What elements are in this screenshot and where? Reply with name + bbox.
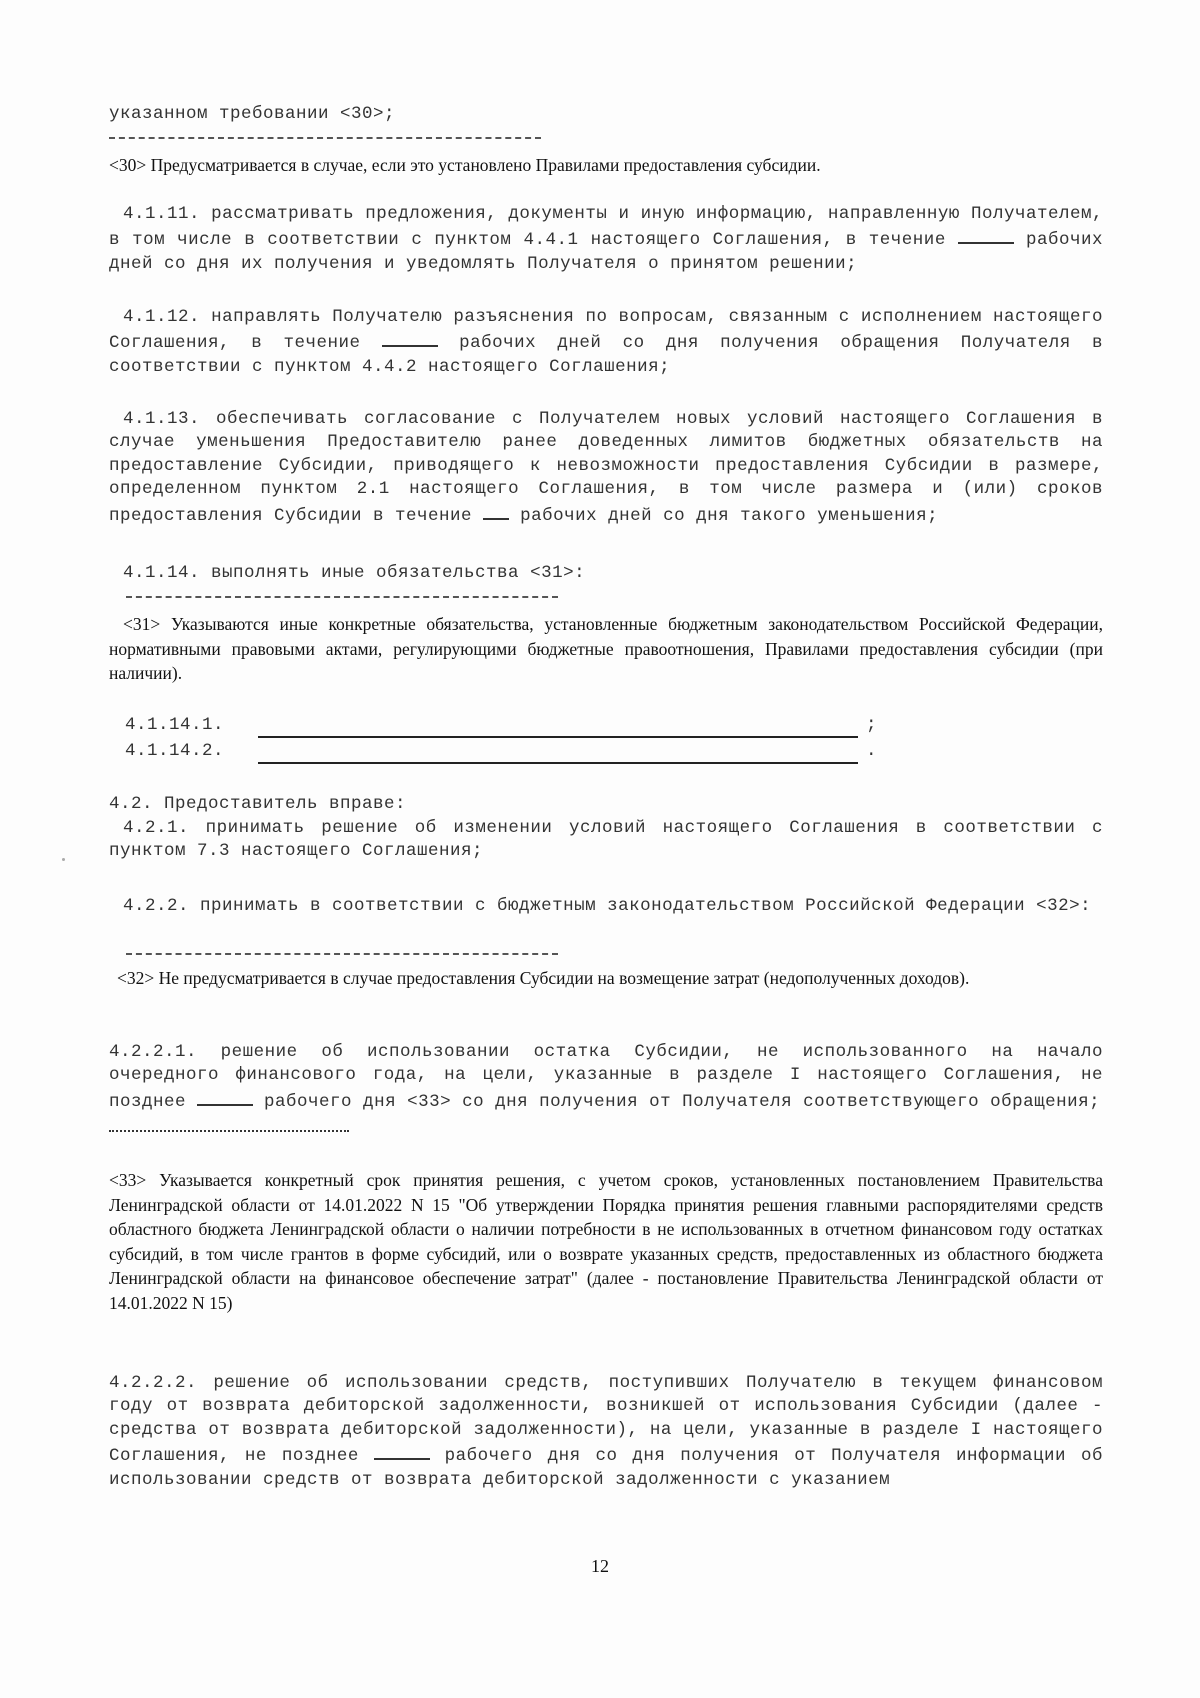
footnote-text: <33> Указывается конкретный срок принятия решения, с учетом сроков, установленных постановлением Правительства Ленинградской области от 14.01.2022 N 15 "Об утверждении Порядка принятия решения главными распорядителями средств областного бюджета Ленинградской области о наличии потребности в не использованных в отчетном финансовом году остатках субсидий, в том числе грантов в форме субсидий, или о возврате указанных средств, предоставленных из областного бюджета Ленинградской области на финансовое обеспечение затрат" (далее - постановление Правительства Ленинградской области от 14.01.2022 N 15) xyxy=(109,1170,1103,1313)
blank-field xyxy=(958,226,1014,244)
paragraph-4-1-13 xyxy=(109,408,1103,528)
page-number: 12 xyxy=(591,1556,609,1576)
paragraph-4-1-14 xyxy=(109,562,1103,585)
paragraph-text: рабочих дней со дня получения обращения Получателя в соответствии с пунктом 4.4.2 настоящего Соглашения; xyxy=(109,333,1103,377)
paragraph-text: 4.1.13. обеспечивать согласование с Получателем новых условий настоящего Соглашения в случае уменьшения Предоставителю ранее доведенных лимитов бюджетных обязательств на предоставление Субсидии, приводящего к невозможности предоставления Субсидии в размере, определенном пунктом 2.1 настоящего Соглашения, в том числе размера и (или) сроков предоставления Субсидии в течение xyxy=(109,409,1103,526)
fill-in-line xyxy=(258,736,858,738)
paragraph-text: рабочих дней со дня такого уменьшения; xyxy=(520,505,939,526)
item-punctuation: ; xyxy=(866,715,878,735)
paragraph-text: рабочего дня <33> со дня получения от Получателя соответствующего обращения; xyxy=(264,1091,1101,1112)
paragraph-4-1-11 xyxy=(109,203,1103,276)
footnote-separator xyxy=(126,596,558,598)
paragraph-text: 4.2.2.1. решение об использовании остатка Субсидии, не использованного на начало очередного финансового года, на цели, указанные в разделе I настоящего Соглашения, не позднее xyxy=(109,1042,1103,1112)
paragraph-4-2-2-2 xyxy=(109,1372,1103,1492)
blank-field xyxy=(483,502,509,520)
paragraph-4-2-2 xyxy=(109,895,1103,918)
item-number: 4.1.14.2. xyxy=(125,741,225,761)
paragraph-text: 4.2.1. принимать решение об изменении условий настоящего Соглашения в соответствии с пунктом 7.3 настоящего Соглашения; xyxy=(109,818,1103,862)
item-punctuation: . xyxy=(866,741,878,761)
paragraph-text: 4.2. Предоставитель вправе: xyxy=(109,794,407,814)
blank-field xyxy=(382,329,438,347)
footnote-32 xyxy=(109,966,1103,991)
paragraph-4-1-12 xyxy=(109,306,1103,379)
footnote-text: <31> Указываются иные конкретные обязательства, установленные бюджетным законодательством Российской Федерации, нормативными правовыми актами, регулирующими бюджетные правоотношения, Правилами предоставления субсидии (при наличии). xyxy=(109,614,1103,683)
paragraph-text: рабочего дня со дня получения от Получателя информации об использовании средств от возврата дебиторской задолженности с указанием xyxy=(109,1446,1103,1490)
blank-field xyxy=(197,1088,253,1106)
paragraph-text: 4.2.2. принимать в соответствии с бюджетным законодательством Российской Федерации <32>: xyxy=(123,896,1092,916)
paragraph-4-2-2-1 xyxy=(109,1041,1103,1114)
paragraph-text: 4.2.2.2. решение об использовании средств, поступивших Получателю в текущем финансовом году от возврата дебиторской задолженности, возникшей от использования Субсидии (далее - средства от возврата дебиторской задолженности), на цели, указанные в разделе I настоящего Соглашения, не позднее xyxy=(109,1373,1103,1467)
paragraph-text: указанном требовании <30>; xyxy=(109,104,396,124)
paragraph-4-2 xyxy=(109,793,1103,816)
item-number: 4.1.14.1. xyxy=(125,715,225,735)
paragraph-text: 4.1.11. рассматривать предложения, документы и иную информацию, направленную Получателем, в том числе в соответствии с пунктом 4.4.1 настоящего Соглашения, в течение xyxy=(109,204,1103,251)
paragraph-text: 4.1.14. выполнять иные обязательства <31>: xyxy=(123,563,586,583)
scan-speck xyxy=(62,858,65,861)
footnote-30 xyxy=(109,153,1103,178)
subitem-4-1-14-1 xyxy=(109,714,1103,737)
footnote-separator xyxy=(126,953,558,955)
paragraph-text: рабочих дней со дня их получения и уведомлять Получателя о принятом решении; xyxy=(109,230,1103,274)
footnote-separator xyxy=(109,137,541,139)
subitem-4-1-14-2 xyxy=(109,740,1103,763)
footnote-text: <30> Предусматривается в случае, если это установлено Правилами предоставления субсидии. xyxy=(109,155,821,175)
footnote-33 xyxy=(109,1168,1103,1315)
footnote-text: <32> Не предусматривается в случае предоставления Субсидии на возмещение затрат (недополученных доходов). xyxy=(117,968,970,988)
blank-field xyxy=(374,1442,430,1460)
paragraph-text: 4.1.12. направлять Получателю разъяснения по вопросам, связанным с исполнением настоящего Соглашения, в течение xyxy=(109,307,1103,354)
footnote-separator xyxy=(109,1130,349,1132)
text-line-required xyxy=(109,103,1103,126)
fill-in-line xyxy=(258,762,858,764)
footnote-31 xyxy=(109,612,1103,686)
paragraph-4-2-1 xyxy=(109,817,1103,864)
